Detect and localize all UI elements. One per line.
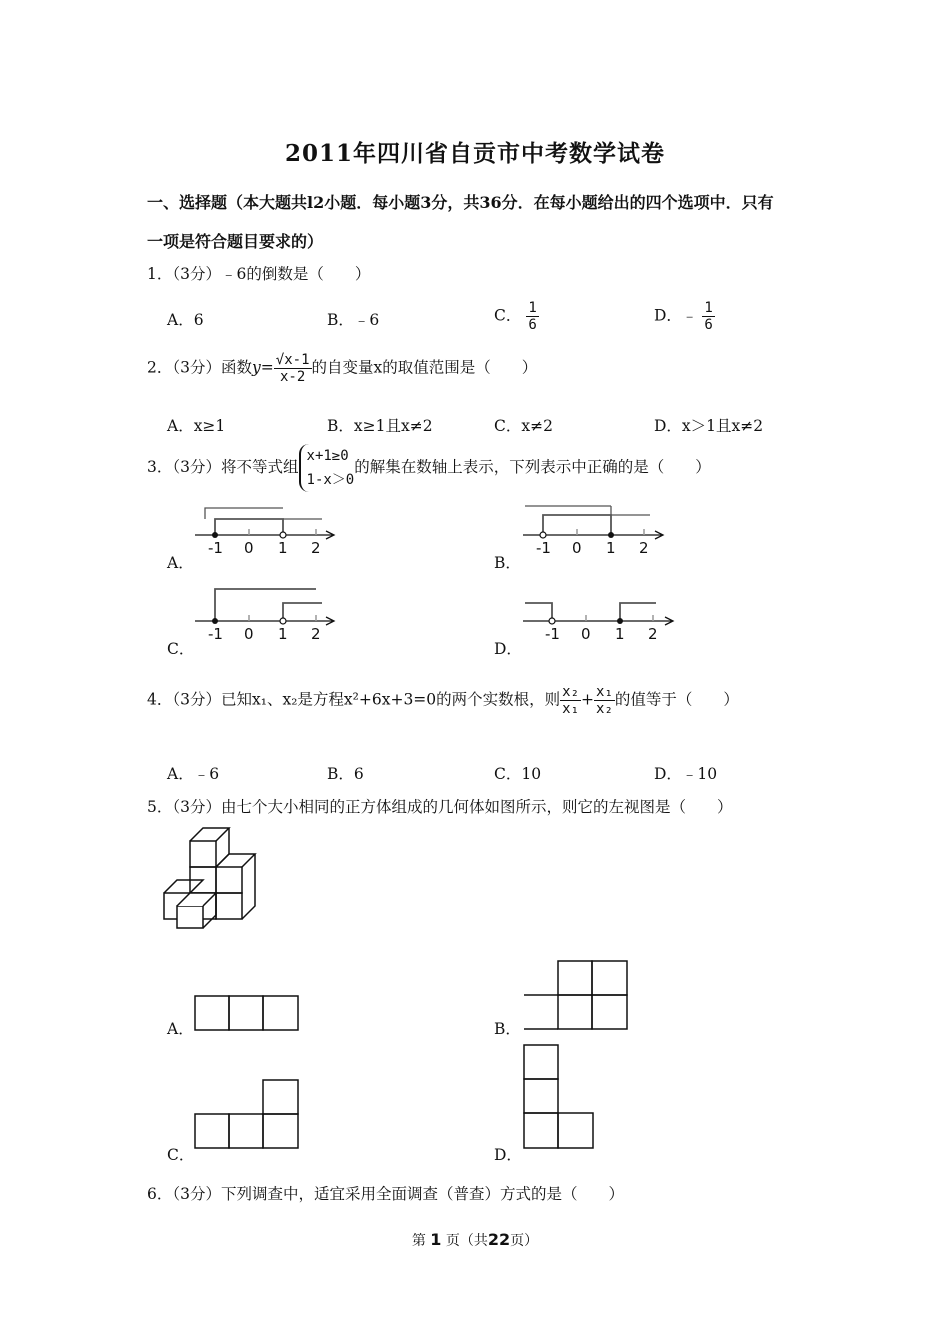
question-number: 6． [147,1185,173,1203]
square [558,1113,593,1148]
denominator: 6 [528,317,537,333]
question-text: 下列调查中，适宜采用全面调查（普查）方式的是（ ） [221,1185,625,1203]
closed-point [608,532,614,538]
tick-label: 1 [278,625,288,643]
tick-label: -1 [545,625,560,643]
view-option-d[interactable] [524,1045,593,1148]
tick-label: 2 [639,539,649,557]
question-number: 3． [147,458,173,476]
square [263,1080,298,1114]
denominator: x₂ [596,701,613,717]
tick-label: 0 [244,539,254,557]
question-score: （3分） [172,690,221,709]
tick-label: 1 [278,539,288,557]
question-score: （3分） [172,1185,221,1203]
page-number: 1 [430,1230,442,1249]
number-line-b[interactable] [523,506,663,557]
question-score: （3分） [172,798,221,816]
fraction-2 [594,684,615,717]
square [229,1114,263,1148]
tick-label: 2 [311,539,321,557]
number-line-d[interactable] [523,603,673,643]
q3-label-a[interactable]: A． [167,554,194,572]
open-point [549,618,555,624]
cube-face [216,893,242,919]
option-label: D．﹣ [654,306,698,325]
q4-option-a[interactable]: A．﹣6 [167,765,220,783]
denominator: x-2 [279,369,306,385]
square [195,996,229,1030]
question-text-post: 的解集在数轴上表示，下列表示中正确的是（ ） [354,458,711,476]
closed-point [212,618,218,624]
view-option-a[interactable] [195,996,298,1030]
question-text-post: 的值等于（ ） [614,690,739,709]
tick-label: 1 [606,539,616,557]
variable-y: y [252,358,261,377]
question-text-pre: 将不等式组 [221,458,299,476]
numerator: 1 [528,300,537,316]
number-line-a[interactable] [195,508,334,557]
q4-option-b[interactable]: B．6 [327,765,364,783]
page-title: 2011年四川省自贡市中考数学试卷 [284,140,665,167]
q3-label-b[interactable]: B． [494,554,521,572]
plus-sign: + [581,690,595,709]
open-point [540,532,546,538]
question-4 [147,684,739,717]
question-6 [147,1182,624,1204]
cube-top [164,880,203,893]
inequality-1: x+1≥0 [306,448,349,464]
footer-pre: 第 [411,1233,426,1249]
cube-face [190,841,216,867]
cube-side [242,854,255,919]
question-number: 5． [147,798,173,816]
tick-label: 0 [581,625,591,643]
option-label: C． [494,306,522,325]
tick-label: -1 [208,539,223,557]
cube-top [216,854,255,867]
section-heading-line2: 一项是符合题目要求的） [147,232,324,251]
inequality-2: 1-x＞0 [306,472,355,488]
footer-mid: 页（共 [445,1233,488,1249]
page-footer [0,1230,950,1250]
question-score: （3分） [172,358,221,377]
question-text: 由七个大小相同的正方体组成的几何体如图所示，则它的左视图是（ ） [221,798,733,816]
tick-label: -1 [208,625,223,643]
ray-right [620,603,656,621]
question-number: 4． [147,690,173,709]
numerator: x₁ [596,684,613,700]
section-heading-line1: 一、选择题（本大题共l2小题．每小题3分，共36分．在每小题给出的四个选项中．只有 [147,193,774,212]
q5-label-b[interactable]: B． [494,1020,521,1038]
question-text-pre: 函数 [221,358,253,377]
cube-top [190,828,229,841]
cube-solid-figure [164,828,255,928]
open-point [280,532,286,538]
view-option-b[interactable] [524,961,627,1029]
question-number: 1． [147,265,173,283]
footer-post: 页） [510,1233,539,1249]
question-text-post: 的自变量x的取值范围是（ ） [311,358,538,377]
square [592,995,627,1029]
cube-face [216,867,242,893]
denominator: 6 [704,317,713,333]
tick-label: 2 [311,625,321,643]
closed-point [212,532,218,538]
q5-label-d[interactable]: D． [494,1146,522,1164]
square [558,995,592,1029]
q4-option-d[interactable]: D．﹣10 [654,765,718,783]
square [524,1113,558,1148]
q3-label-c[interactable]: C． [167,640,195,658]
square [263,996,298,1030]
square [195,1114,229,1148]
tick-label: 0 [572,539,582,557]
question-text: ﹣6的倒数是（ ） [221,265,371,283]
q2-option-a[interactable]: A．x≥1 [167,417,226,435]
open-point [280,618,286,624]
q1-option-b[interactable]: B．﹣6 [327,311,380,329]
tick-label: 0 [244,625,254,643]
tick-label: 2 [648,625,658,643]
square [229,996,263,1030]
square [524,1045,558,1079]
number-line-c[interactable] [195,589,334,643]
cube-top [177,893,216,906]
square [263,1114,298,1148]
question-text-pre: 已知x₁、x₂是方程x²+6x+3=0的两个实数根，则 [221,690,561,709]
q1-option-a[interactable]: A．6 [167,311,204,329]
page-total: 22 [487,1230,511,1249]
ray-right [215,589,316,621]
tick-label: 1 [615,625,625,643]
question-number: 2． [147,358,173,377]
square [592,961,627,995]
square [524,1079,558,1113]
q2-option-d[interactable]: D．x＞1且x≠2 [654,417,764,435]
numerator: 1 [704,300,713,316]
square [558,961,592,995]
cube-face-front [177,906,203,928]
denominator: x₁ [562,701,580,717]
view-option-c[interactable] [195,1080,298,1148]
question-5 [147,795,733,817]
equals: = [260,358,274,377]
numerator: x₂ [562,684,580,700]
closed-point [617,618,623,624]
q4-option-c[interactable]: C．10 [494,765,542,783]
q5-label-c[interactable]: C． [167,1146,195,1164]
ray-left [525,603,552,621]
bracket-left [205,508,283,519]
question-score: （3分） [172,458,221,476]
tick-label: -1 [536,539,551,557]
question-score: （3分） [172,265,221,283]
fraction-1 [560,684,581,717]
q5-label-a[interactable]: A． [167,1020,194,1038]
numerator: √x-1 [275,352,310,368]
q2-option-b[interactable]: B．x≥1且x≠2 [327,417,433,435]
q3-label-d[interactable]: D． [494,640,522,658]
q2-option-c[interactable]: C．x≠2 [494,417,553,435]
